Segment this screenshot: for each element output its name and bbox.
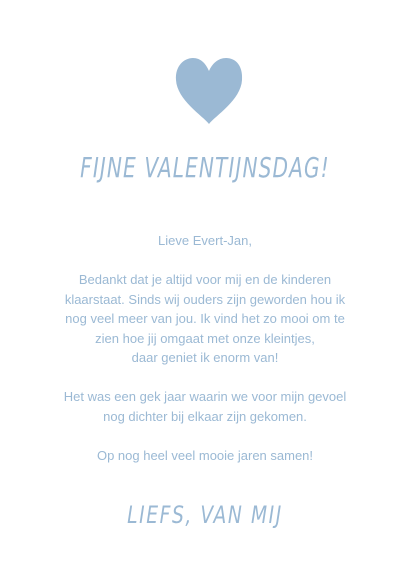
message-line: klaarstaat. Sinds wij ouders zijn geworden hou ik — [64, 291, 346, 307]
message-line: nog dichter bij elkaar zijn gekomen. — [103, 408, 307, 424]
message-line: zien hoe jij omgaat met onze kleintjes, — [95, 330, 315, 346]
message-line: Op nog heel veel mooie jaren samen! — [96, 447, 314, 463]
greeting: Lieve Evert-Jan, — [158, 233, 252, 248]
signoff: LIEFS, VAN MIJ — [127, 501, 283, 529]
card-heading: FIJNE VALENTIJNSDAG! — [80, 151, 330, 184]
card-message — [40, 231, 370, 465]
message-line: Bedankt dat je altijd voor mij en de kinderen — [78, 272, 332, 287]
heart-icon — [173, 56, 245, 126]
message-line: Het was een gek jaar waarin we voor mijn gevoel — [63, 389, 347, 404]
message-line: daar geniet ik enorm van! — [131, 350, 279, 365]
message-line: nog veel meer van jou. Ik vind het zo mooi om te — [65, 311, 345, 326]
